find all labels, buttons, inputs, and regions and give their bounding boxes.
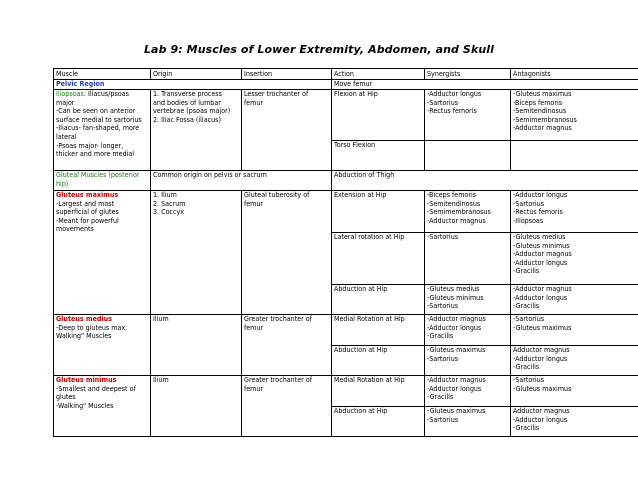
antagonists-cell [511,90,638,141]
antagonists-cell [511,407,638,437]
cell-line: -Rectus femoris [513,207,563,217]
synergists-cell [425,346,511,376]
cell-line: -Adductor longus [513,353,568,363]
cell-line: Greater trochanter of [244,314,312,323]
action-cell: Abduction at Hip [332,285,425,315]
antagonists-cell [511,285,638,315]
muscle-name: Gluteus maximus [56,190,119,199]
muscle-table [53,68,638,437]
cell-line: -Can be seen on anterior [56,106,136,116]
section-label-pelvic: Pelvic Region [54,80,332,90]
cell-line: glutes [56,392,76,402]
cell-line: movements [56,224,94,234]
cell-line: -Adductor magnus [513,284,572,293]
antagonists-cell [511,346,638,376]
origin-cell: Ilium [151,315,242,376]
cell-line: -Adductor magnus [427,215,486,225]
action-cell: Medial Rotation at Hip [332,376,425,407]
synergists-cell [425,191,511,233]
header-synergists: Synergists [425,69,511,80]
cell-line: and bodies of lumbar [153,97,221,107]
cell-line: surface medial to sartorius [56,114,142,124]
cell-line: -Adductor longus [427,322,482,332]
synergists-cell [425,315,511,346]
antagonists-cell [511,141,638,171]
cell-line: -Adductor longus [513,190,568,199]
insertion-cell [242,376,332,437]
action-cell: Extension at Hip [332,191,425,233]
action-cell: Flexion at Hip [332,90,425,141]
cell-line: superficial of glutes [56,207,119,217]
insertion-cell [242,90,332,171]
header-insertion: Insertion [242,69,332,80]
muscle-cell-gluteus-minimus [54,376,151,437]
cell-line: -Gracilis [427,331,454,341]
cell-line: lateral [56,131,77,141]
action-cell: Abduction at Hip [332,407,425,437]
cell-line: -Biceps femoris [513,97,563,107]
cell-line: -Gluteus medius [513,232,566,241]
section-action-pelvic: Move femur [332,80,638,90]
cell-line: -Gracilis [513,266,540,276]
cell-line: thicker and more medial [56,149,135,159]
cell-line: -Walking" Muscles [56,400,114,410]
cell-line: -Sartorius [427,353,459,363]
cell-line: -Adductor magnus [513,249,572,259]
cell-line: -Deep to gluteus max. [56,322,128,332]
cell-line: major [56,97,75,107]
cell-line: 3. Coccyx [153,207,185,217]
cell-line: -Semitendinosus [427,198,481,208]
cell-line: -Sartorius [427,97,459,107]
muscle-name: Iliopsoas: [56,89,86,98]
cell-line: Gluteal tuberosity of [244,190,310,199]
cell-line: -Sartorius [427,414,459,424]
action-cell: Lateral rotation at Hip [332,233,425,285]
cell-line: -Gracilis [513,362,540,372]
table-header-row [54,69,638,80]
section-action-gluteal: Abduction of Thigh [332,171,638,191]
table-row [54,191,638,233]
muscle-cell-gluteus-maximus [54,191,151,315]
cell-line: -Gluteus maximus [513,383,572,393]
cell-line: femur [244,383,264,393]
table-row [54,90,638,141]
muscle-name: Gluteus medius [56,314,112,323]
synergists-cell [425,376,511,407]
cell-line: Adductor magnus [513,345,570,354]
cell-line: -Adductor magnus [427,314,486,323]
table-row [54,376,638,407]
synergists-cell [425,407,511,437]
muscle-cell-iliopsoas: Iliopsoas: Iliacus/psoas major -Can be seen on anterior surface medial to sartorius -Iliacus- fan-shaped, more lateral -Psoas major- longer, thicker and more medial [54,90,151,171]
muscle-cell-gluteus-medius [54,315,151,376]
cell-line: -Gluteus medius [427,284,480,293]
insertion-cell [242,315,332,376]
cell-line: -Semimembranosus [513,114,577,124]
cell-line: femur [244,198,264,208]
action-cell: Medial Rotation at Hip [332,315,425,346]
cell-line: 2. Sacrum [153,198,186,208]
cell-line: -Gluteus maximus [427,406,486,415]
action-cell: Abduction at Hip [332,346,425,376]
cell-line: -Gluteus maximus [513,322,572,332]
cell-line: -Iliopsoas [513,215,544,225]
section-label-gluteal: Gluteal Muscles (posterior hip) [54,171,151,191]
cell-line: -Biceps femoris [427,190,477,199]
cell-line: -Sartorius [513,375,545,384]
cell-line: -Meant for powerful [56,215,119,225]
cell-line: Walking" Muscles [56,331,112,341]
cell-line: -Adductor longus [427,383,482,393]
antagonists-cell [511,376,638,407]
insertion-cell [242,191,332,315]
header-antagonists: Antagonists [511,69,638,80]
cell-line: Adductor magnus [513,406,570,415]
cell-line: -Gracilis [427,392,454,402]
synergists-cell [425,141,511,171]
cell-line: -Psoas major- longer, [56,140,124,150]
cell-line: femur [244,97,264,107]
cell-line: -Gluteus maximus [513,89,572,98]
cell-line: -Rectus femoris [427,106,477,116]
cell-line: -Largest and most [56,198,115,208]
cell-line: -Adductor longus [513,292,568,302]
cell-line: -Adductor magnus [427,375,486,384]
cell-line: -Gluteus minimus [513,240,570,250]
origin-cell [151,191,242,315]
cell-line: -Gluteus minimus [427,292,484,302]
table-row [54,171,638,191]
table-row [54,80,638,90]
cell-line: -Gluteus maximus [427,345,486,354]
antagonists-cell [511,191,638,233]
synergists-cell [425,233,511,285]
cell-line: -Semimembranosus [427,207,491,217]
header-muscle: Muscle [54,69,151,80]
cell-line: 2. Iliac Fossa (iliacus) [153,114,221,124]
cell-line: 1. Ilium [153,190,177,199]
header-action: Action [332,69,425,80]
cell-line: Lesser trochanter of [244,89,309,98]
antagonists-cell [511,233,638,285]
origin-cell [151,90,242,171]
synergists-cell [425,90,511,141]
cell-line: Greater trochanter of [244,375,312,384]
cell-line: -Adductor magnus [513,123,572,133]
header-origin: Origin [151,69,242,80]
gluteal-common-origin: Common origin on pelvis or sacrum [151,171,332,191]
cell-line: -Adductor longus [513,257,568,267]
cell-line: -Sartorius [427,301,459,311]
cell-line: -Adductor longus [513,414,568,424]
cell-line: -Semitendinosus [513,106,567,116]
cell-line: femur [244,322,264,332]
synergists-cell [425,285,511,315]
muscle-name: Gluteus minimus [56,375,117,384]
cell-line: -Sartorius [513,314,545,323]
cell-line: -Gracilis [513,301,540,311]
action-cell: Torso Flexion [332,141,425,171]
cell-line: -Adductor longus [427,89,482,98]
antagonists-cell [511,315,638,346]
page-title: Lab 9: Muscles of Lower Extremity, Abdomen, and Skull [143,43,495,56]
table-row [54,315,638,346]
cell-line: -Sartorius [513,198,545,208]
cell-line: -Gracilis [513,423,540,433]
cell-line: vertebrae (psoas major) [153,106,231,116]
cell-line: -Sartorius [427,232,459,241]
cell-line: -Iliacus- fan-shaped, more [56,123,140,133]
origin-cell: Ilium [151,376,242,437]
cell-line: 1. Transverse process [153,89,222,98]
cell-line: -Smallest and deepest of [56,383,136,393]
